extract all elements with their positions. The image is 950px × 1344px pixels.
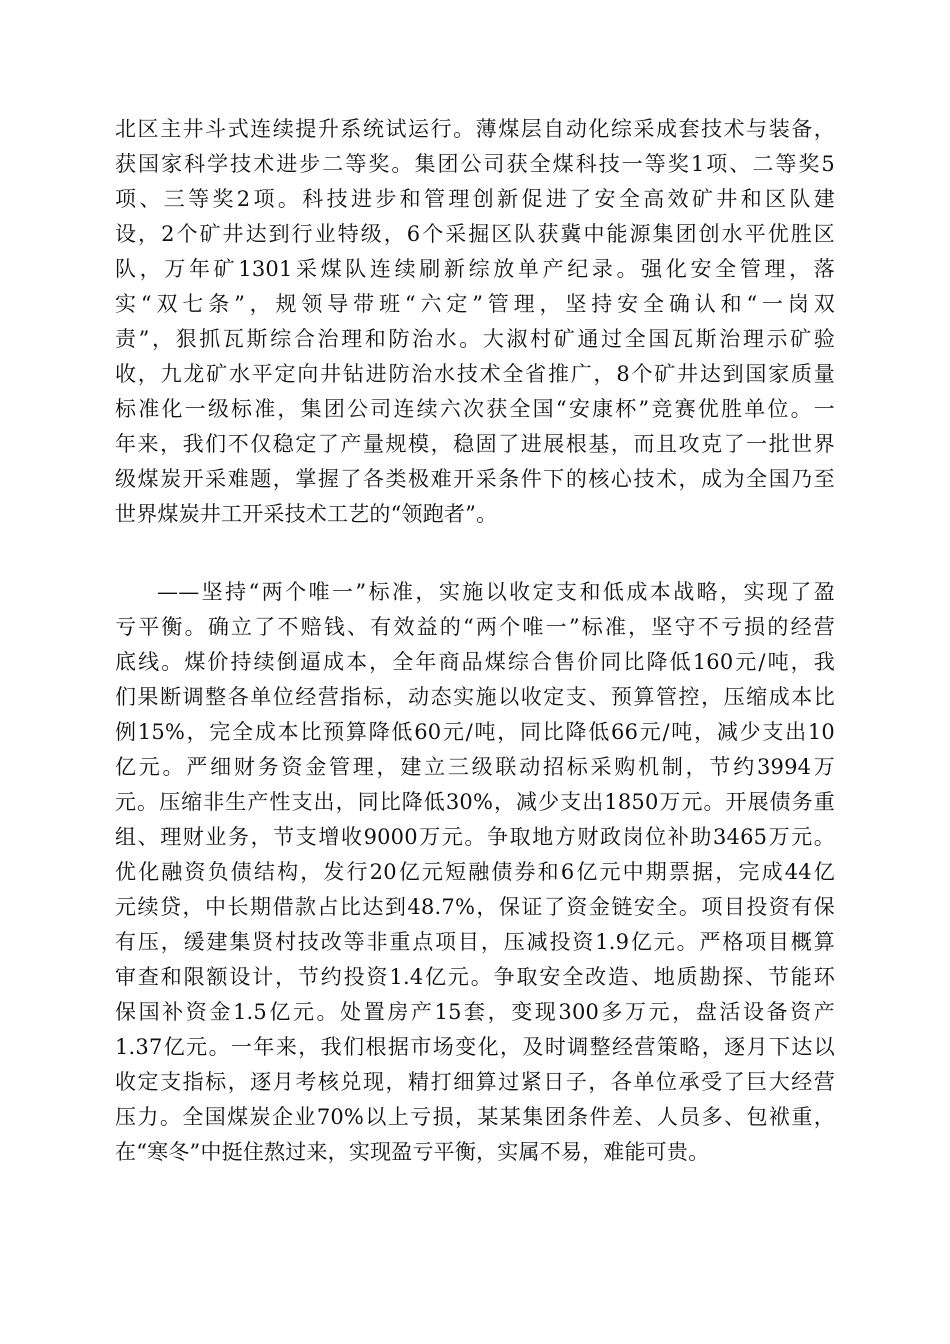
paragraph-line: 优化融资负债结构，发行20亿元短融债券和6亿元中期票据，完成44亿 [115, 860, 835, 884]
paragraph-line: 在“寒冬”中挺住熬过来，实现盈亏平衡，实属不易，难能可贵。 [115, 1140, 710, 1164]
paragraph-line: 亏平衡。确立了不赔钱、有效益的“两个唯一”标准，坚守不亏损的经营 [115, 615, 835, 639]
paragraph-line: 项、三等奖2项。科技进步和管理创新促进了安全高效矿井和区队建 [115, 187, 835, 211]
paragraph-break-even [115, 575, 835, 1170]
paragraph-line: ——坚持“两个唯一”标准，实施以收定支和低成本战略，实现了盈 [157, 580, 835, 604]
paragraph-line: 收，九龙矿水平定向井钻进防治水技术全省推广，8个矿井达到国家质量 [115, 362, 835, 386]
paragraph-line: 责”，狠抓瓦斯综合治理和防治水。大淑村矿通过全国瓦斯治理示矿验 [115, 327, 835, 351]
paragraph-line: 们果断调整各单位经营指标，动态实施以收定支、预算管控，压缩成本比 [115, 685, 835, 709]
paragraph-line: 级煤炭开采难题，掌握了各类极难开采条件下的核心技术，成为全国乃至 [115, 467, 835, 491]
paragraph-line: 组、理财业务，节支增收9000万元。争取地方财政岗位补助3465万元。 [115, 825, 835, 849]
paragraph-line: 1.37亿元。一年来，我们根据市场变化，及时调整经营策略，逐月下达以 [115, 1035, 835, 1059]
paragraph-tech-safety [115, 112, 835, 532]
paragraph-line: 审查和限额设计，节约投资1.4亿元。争取安全改造、地质勘探、节能环 [115, 965, 835, 989]
paragraph-line: 北区主井斗式连续提升系统试运行。薄煤层自动化综采成套技术与装备， [115, 117, 835, 141]
paragraph-line: 压力。全国煤炭企业70%以上亏损，某某集团条件差、人员多、包袱重， [115, 1105, 835, 1129]
paragraph-line: 实“双七条”，规领导带班“六定”管理，坚持安全确认和“一岗双 [115, 292, 835, 316]
paragraph-line: 保国补资金1.5亿元。处置房产15套，变现300多万元，盘活设备资产 [115, 1000, 835, 1024]
paragraph-line: 例15%，完全成本比预算降低60元/吨，同比降低66元/吨，减少支出10 [115, 720, 835, 744]
paragraph-line: 底线。煤价持续倒逼成本，全年商品煤综合售价同比降低160元/吨，我 [115, 650, 835, 674]
paragraph-line: 世界煤炭井工开采技术工艺的“领跑者”。 [115, 502, 498, 526]
paragraph-line: 亿元。严细财务资金管理，建立三级联动招标采购机制，节约3994万 [115, 755, 835, 779]
paragraph-line: 年来，我们不仅稳定了产量规模，稳固了进展根基，而且攻克了一批世界 [115, 432, 835, 456]
paragraph-line: 收定支指标，逐月考核兑现，精打细算过紧日子，各单位承受了巨大经营 [115, 1070, 835, 1094]
paragraph-line: 队，万年矿1301采煤队连续刷新综放单产纪录。强化安全管理，落 [115, 257, 835, 281]
paragraph-line: 元续贷，中长期借款占比达到48.7%，保证了资金链安全。项目投资有保 [115, 895, 835, 919]
paragraph-line: 设，2个矿井达到行业特级，6个采掘区队获冀中能源集团创水平优胜区 [115, 222, 835, 246]
paragraph-line: 元。压缩非生产性支出，同比降低30%，减少支出1850万元。开展债务重 [115, 790, 835, 814]
paragraph-line: 标准化一级标准，集团公司连续六次获全国“安康杯”竞赛优胜单位。一 [115, 397, 835, 421]
paragraph-line: 有压，缓建集贤村技改等非重点项目，压减投资1.9亿元。严格项目概算 [115, 930, 835, 954]
paragraph-line: 获国家科学技术进步二等奖。集团公司获全煤科技一等奖1项、二等奖5 [115, 152, 835, 176]
